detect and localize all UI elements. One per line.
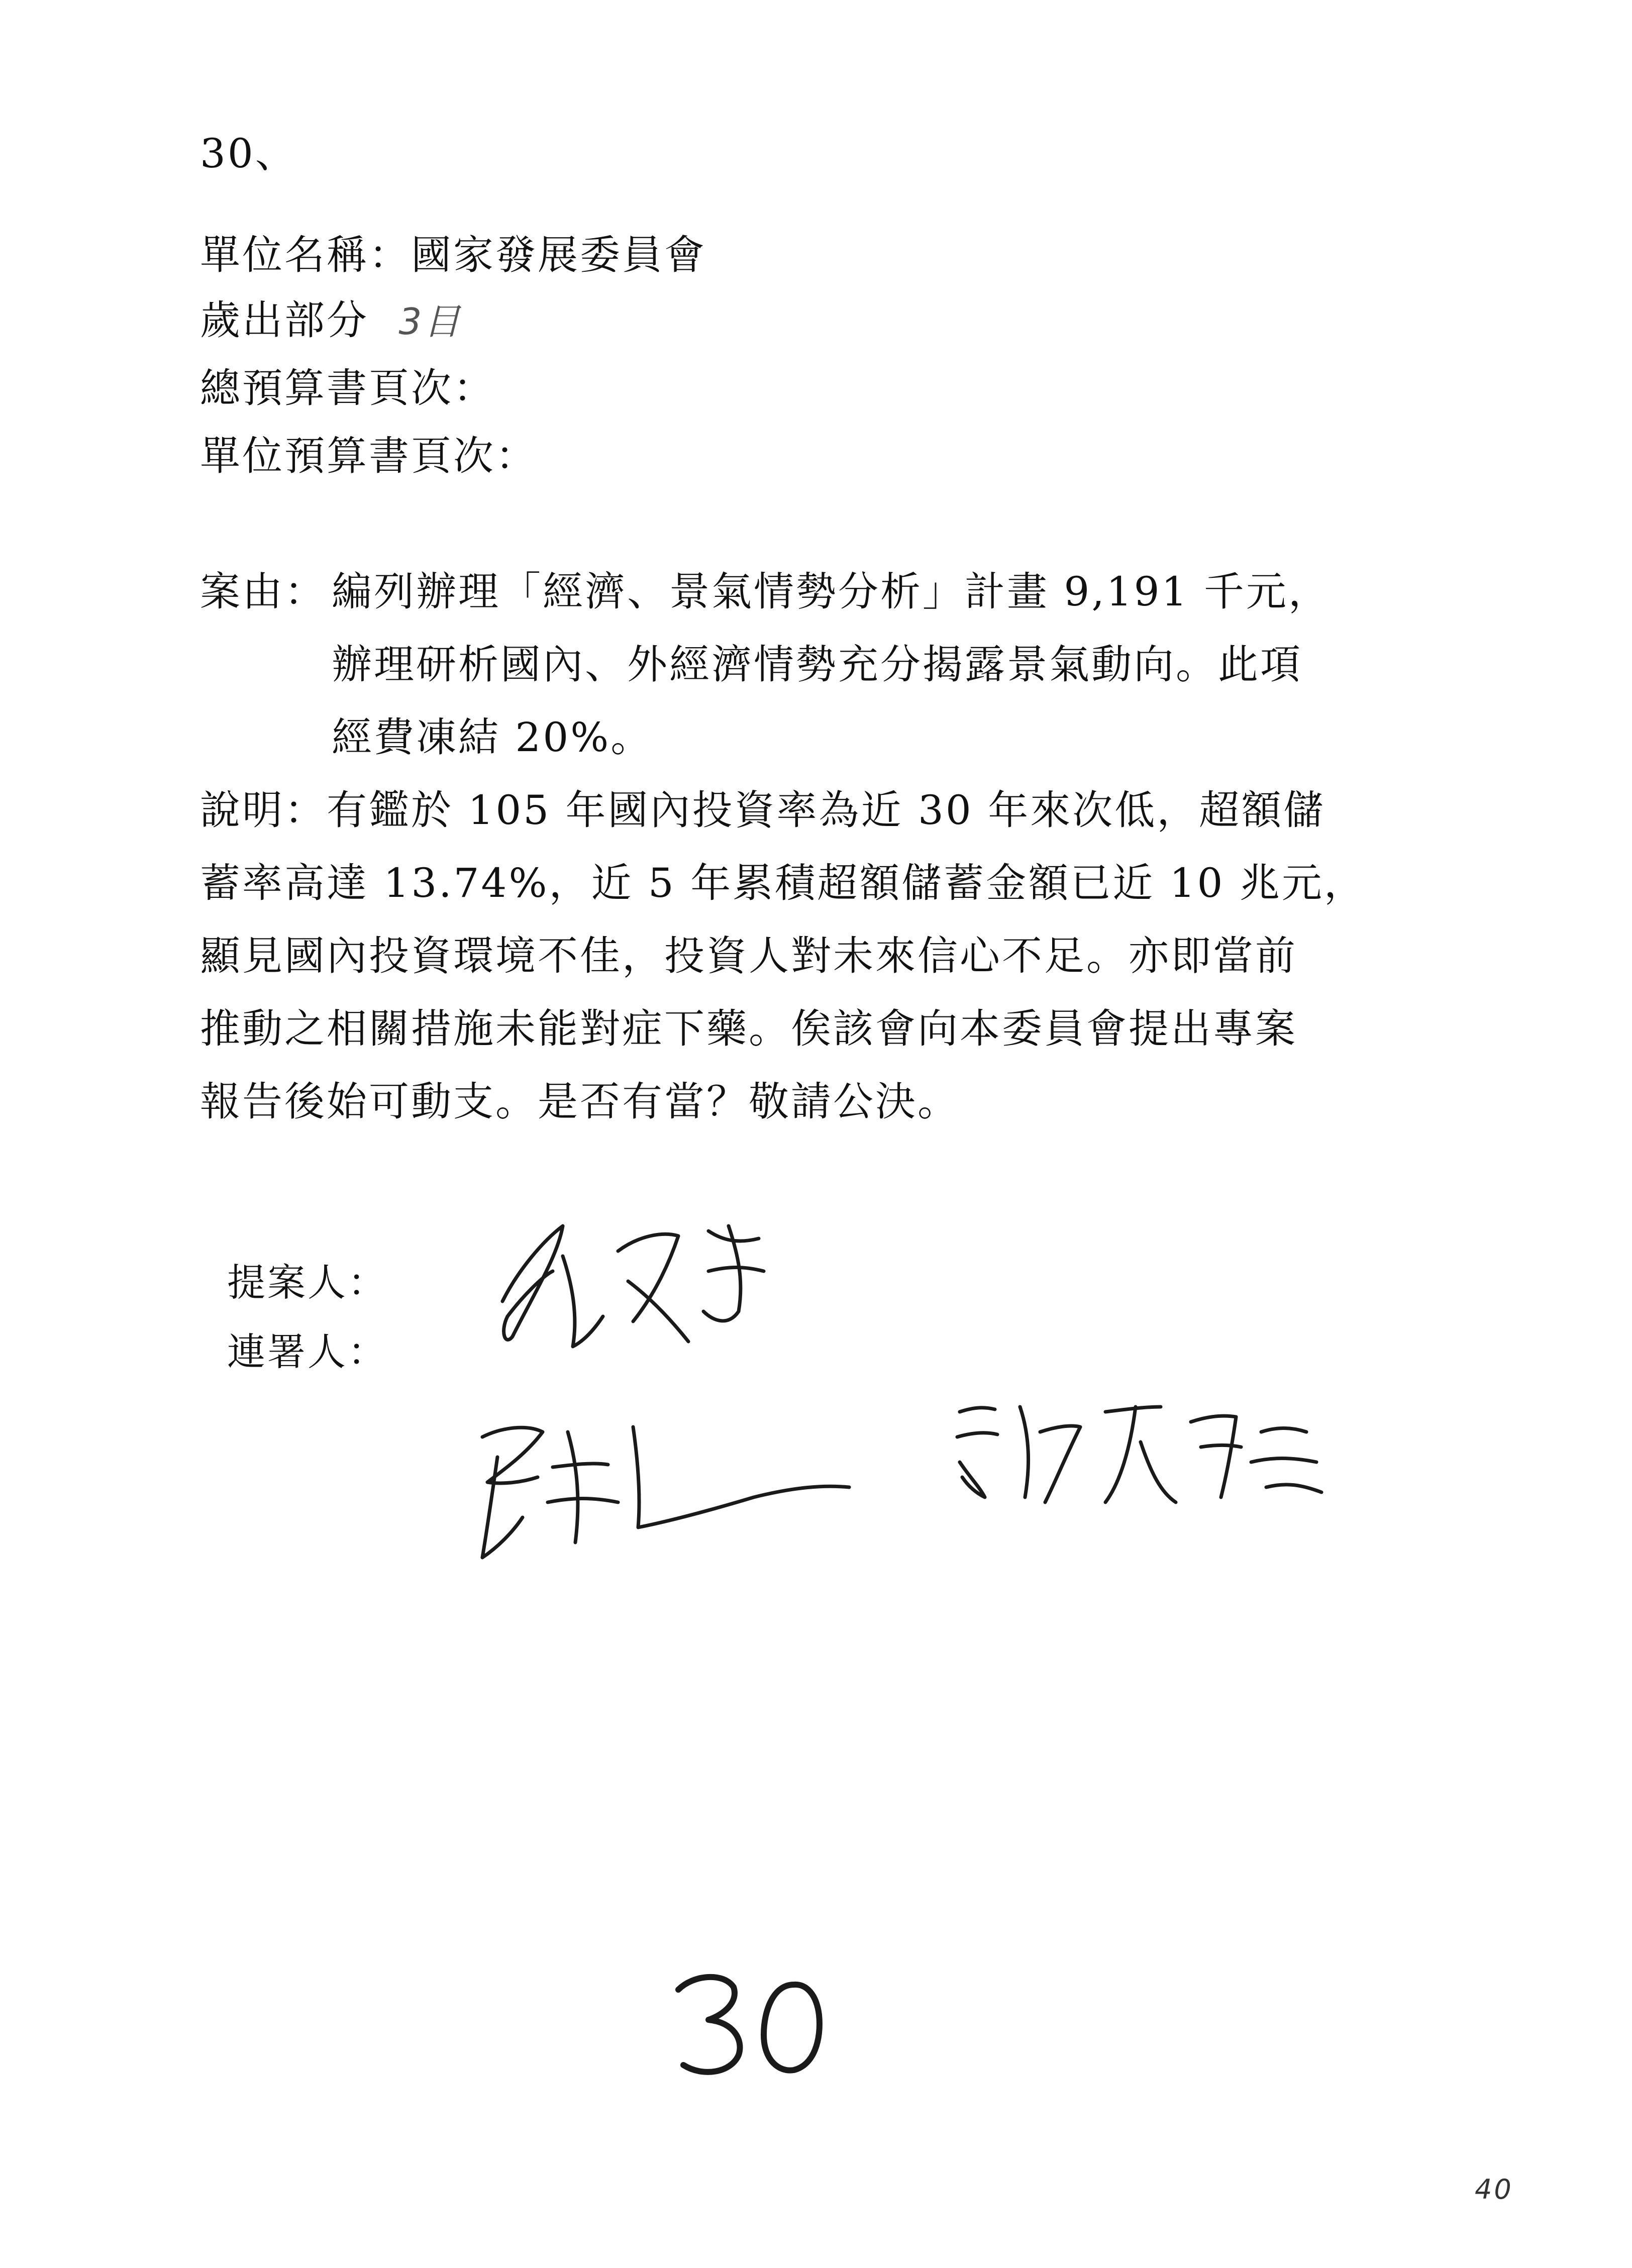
- item-number: 30、: [200, 130, 297, 177]
- case-line-2: 辦理研析國內、外經濟情勢充分揭露景氣動向。此項: [332, 641, 1302, 688]
- case-line-3: 經費凍結 20%。: [332, 714, 653, 761]
- proposer-label: 提案人：: [227, 1260, 388, 1305]
- case-label: 案由：: [200, 568, 327, 615]
- explanation-line-1: [200, 774, 1325, 847]
- cosigner-2-signature: [940, 1377, 1332, 1517]
- explanation-text-1: 有鑑於 105 年國內投資率為近 30 年來次低，超額儲: [327, 787, 1326, 834]
- cosigner-label: 連署人：: [227, 1329, 388, 1374]
- unit-budget-page: 單位預算書頁次：: [200, 433, 538, 479]
- section-handwritten-note: 3目: [398, 300, 462, 343]
- total-budget-page: 總預算書頁次：: [200, 365, 495, 411]
- cosigner-1-signature: [452, 1397, 864, 1578]
- explanation-line-5: 報告後始可動支。是否有當？敬請公決。: [200, 1078, 960, 1125]
- unit-name-value: 國家發展委員會: [411, 232, 706, 278]
- explanation-label: 說明：: [200, 787, 327, 834]
- explanation-line-4: 推動之相關措施未能對症下藥。俟該會向本委員會提出專案: [200, 1005, 1297, 1052]
- handwritten-number-figure: [663, 1960, 844, 2090]
- unit-name-line: [200, 219, 706, 292]
- explanation-line-3: 顯見國內投資環境不佳，投資人對未來信心不足。亦即當前: [200, 933, 1297, 979]
- proposer-signature: [457, 1196, 809, 1367]
- page-number: 40: [1475, 2174, 1513, 2205]
- section-line: [200, 284, 462, 358]
- section-label: 歲出部分: [200, 297, 369, 344]
- explanation-line-2: 蓄率高達 13.74%，近 5 年累積超額儲蓄金額已近 10 兆元，: [200, 860, 1366, 906]
- case-line-1: 編列辦理「經濟、景氣情勢分析」計畫 9,191 千元，: [332, 568, 1331, 615]
- unit-name-label: 單位名稱：: [200, 232, 411, 278]
